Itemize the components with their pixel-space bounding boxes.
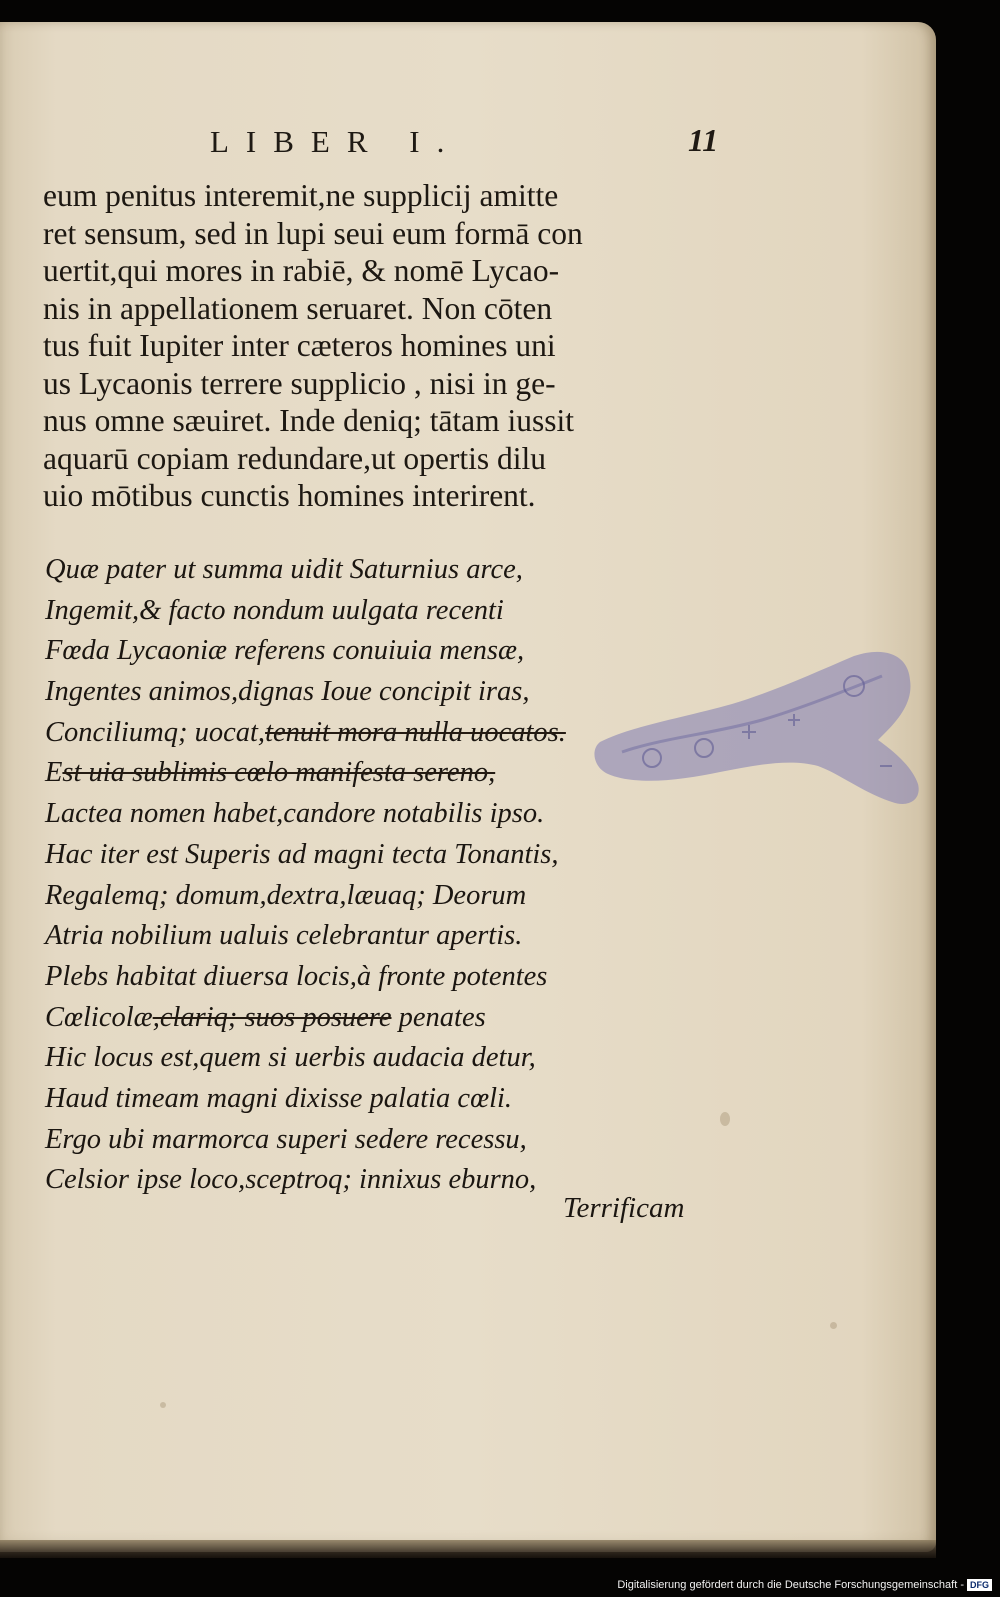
digitization-credit xyxy=(617,1579,992,1591)
verse-line: Ingentes animos,dignas Ioue concipit iras, xyxy=(45,676,530,708)
credit-text: Digitalisierung gefördert durch die Deutsche Forschungsgemeinschaft - xyxy=(617,1578,964,1591)
verse-block xyxy=(45,550,665,1201)
verse-line: Quæ pater ut summa uidit Saturnius arce, xyxy=(45,554,523,585)
commentary-line: aquarū copiam redundare,ut opertis dilu xyxy=(43,440,546,476)
commentary-block xyxy=(43,177,723,515)
catchword: Terrificam xyxy=(563,1192,685,1224)
library-stamp-icon xyxy=(592,634,932,834)
struck-text: ,clariq; suos posuere xyxy=(152,1001,392,1033)
verse-line: Hic locus est,quem si uerbis audacia detur, xyxy=(45,1042,536,1074)
commentary-line: ret sensum, sed in lupi seui eum formā con xyxy=(43,215,583,251)
commentary-line: us Lycaonis terrere supplicio , nisi in ge- xyxy=(43,365,556,401)
commentary-line: uertit,qui mores in rabiē, & nomē Lycao- xyxy=(43,253,560,288)
commentary-line: nis in appellationem seruaret. Non cōten xyxy=(43,290,553,326)
verse-text: E xyxy=(45,757,63,789)
verse-text: penates xyxy=(391,1001,486,1033)
verse-line-struck xyxy=(45,713,665,754)
verse-line: Celsior ipse loco,sceptroq; innixus eburno, xyxy=(45,1164,537,1196)
verse-text: Cœlicolæ xyxy=(45,1001,153,1033)
verse-line-struck xyxy=(45,753,665,794)
verse-line: Fœda Lycaoniæ referens conuiuia mensæ, xyxy=(45,635,525,667)
commentary-line: tus fuit Iupiter inter cæteros homines uni xyxy=(43,328,556,363)
verse-line: Ergo ubi marmorca superi sedere recessu, xyxy=(45,1123,527,1155)
commentary-line: eum penitus interemit,ne supplicij amitte xyxy=(43,178,559,213)
verse-line-struck xyxy=(45,998,665,1039)
verse-line: Regalemq; domum,dextra,læuaq; Deorum xyxy=(45,879,527,911)
page-bottom-edge xyxy=(0,1540,936,1558)
paper-stain xyxy=(720,1112,730,1126)
paper-stain xyxy=(830,1322,837,1329)
verse-line: Plebs habitat diuersa locis,à fronte potentes xyxy=(45,960,548,992)
verse-line: Haud timeam magni dixisse palatia cœli. xyxy=(45,1082,513,1114)
dfg-logo: DFG xyxy=(967,1579,992,1591)
book-page xyxy=(0,22,936,1552)
verse-line: Hac iter est Superis ad magni tecta Tonantis, xyxy=(45,838,559,870)
commentary-line: uio mōtibus cunctis homines interirent. xyxy=(43,478,536,513)
struck-text: tenuit mora nulla uocatos. xyxy=(265,716,566,748)
struck-text: st uia sublimis cœlo manifesta sereno, xyxy=(62,757,496,789)
folio-number: 11 xyxy=(688,122,719,158)
verse-line: Ingemit,& facto nondum uulgata recenti xyxy=(45,594,504,626)
verse-line: Atria nobilium ualuis celebrantur apertis. xyxy=(45,920,523,952)
commentary-line: nus omne sæuiret. Inde deniq; tātam iussit xyxy=(43,403,575,438)
verse-line: Lactea nomen habet,candore notabilis ipso. xyxy=(45,798,545,830)
paper-stain xyxy=(160,1402,166,1408)
running-head: LIBER I. xyxy=(210,124,462,159)
verse-text: Conciliumq; uocat, xyxy=(45,716,266,748)
